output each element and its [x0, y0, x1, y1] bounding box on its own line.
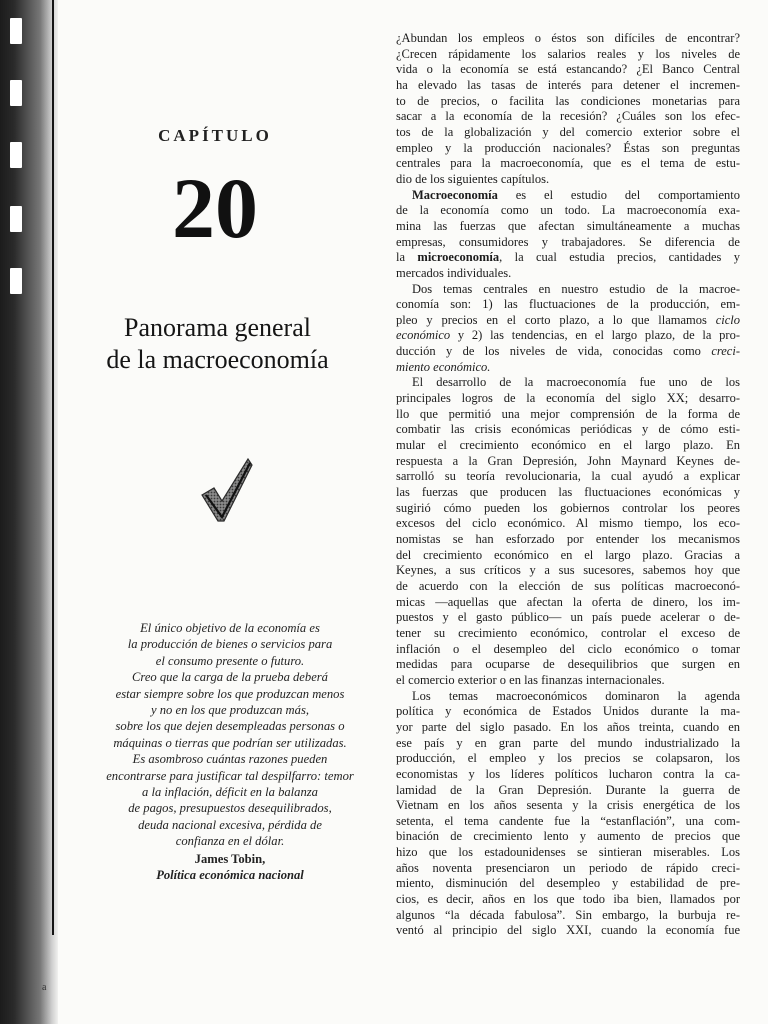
text-line: setenta, el tema candente fue la “estanflación”, una com- — [396, 813, 740, 828]
epigraph-source: Política económica nacional — [156, 868, 304, 882]
text-line: producción, el empleo y los precios se colapsaron, los — [396, 751, 740, 766]
text-line: empleo y la producción nacionales? Éstas son preguntas — [396, 140, 740, 155]
chapter-number: 20 — [172, 160, 258, 256]
text-fragment: y 2) las tendencias, en el largo plazo, de la pro- — [450, 328, 740, 343]
text-line: principales logros de la economía del siglo XX; desarro- — [396, 391, 740, 406]
paragraph — [396, 689, 740, 940]
text-line: excesos del ciclo económico. Al mismo tiempo, los eco- — [396, 516, 740, 531]
text-line: miento, disminución del desempleo y estabilidad de pre- — [396, 876, 740, 891]
text-line: empresas, consumidores y trabajadores. Se diferencia de — [396, 234, 740, 249]
paragraph — [396, 31, 740, 188]
text-line: El desarrollo de la macroeconomía fue uno de los — [412, 375, 740, 390]
text-line: combatir las crisis económicas periódicas y de cómo esti- — [396, 422, 740, 437]
text-line: ese país y en gran parte del mundo industrializado la — [396, 735, 740, 750]
text-line: puestos y el gasto público— un país puede acelerar o de- — [396, 610, 740, 625]
epigraph-line: Creo que la carga de la prueba deberá — [132, 670, 328, 685]
text-line: hizo que los estadounidenses se sintieran miserables. Los — [396, 845, 740, 860]
text-line: binación de crecimiento lento y aumento de precios que — [396, 829, 740, 844]
book-spine — [0, 0, 58, 1024]
text-line: micas —aquellas que afectan la oferta de dinero, los im- — [396, 594, 740, 609]
text-line: las fuerzas que producen las fluctuaciones económicas y — [396, 485, 740, 500]
text-line: Los temas macroeconómicos dominaron la agenda — [412, 688, 740, 703]
text-line: política y económica de Estados Unidos durante la ma- — [396, 704, 740, 719]
binding-hole — [10, 80, 22, 106]
epigraph-line: el consumo presente o futuro. — [155, 653, 305, 668]
text-line: años noventa presenciaron un periodo de rápido creci- — [396, 860, 740, 875]
text-line: sugirió cómo pueden los gobiernos controlar los peores — [396, 500, 740, 515]
epigraph-author: James Tobin, — [194, 852, 266, 866]
text-line: dio de los siguientes capítulos. — [396, 171, 550, 186]
text-line: lamidad de la Gran Depresión. Durante la guerra de — [396, 782, 740, 797]
text-line: tener su crecimiento económico, controlar el exceso de — [396, 625, 740, 640]
binding-hole — [10, 268, 22, 294]
text-line: cios, es decir, años en los que todo iba bien, llamados por — [396, 892, 740, 907]
text-line: de acuerdo con la elección de sus políticas macroeconó- — [396, 578, 740, 593]
text-line — [396, 188, 740, 204]
text-line — [396, 313, 740, 329]
text-line: sarrolló su teoría revolucionaria, la cual ayudó a explicar — [396, 469, 740, 484]
text-line: conomía son: 1) las fluctuaciones de la producción, em- — [396, 297, 740, 312]
text-line: medidas para ocuparse de desequilibrios que surgen en — [396, 657, 740, 672]
body-text-column — [396, 31, 740, 939]
binding-hole — [10, 18, 22, 44]
epigraph-line: El único objetivo de la economía es — [140, 621, 320, 635]
paragraph — [396, 282, 740, 376]
text-line: de la economía como un todo. La macroeconomía exa- — [396, 203, 740, 218]
epigraph-line: y no en los que produzcan más, — [151, 703, 309, 718]
binding-hole — [10, 206, 22, 232]
text-line — [396, 250, 740, 266]
text-line: ha elevado las tasas de interés para detener el incremen- — [396, 77, 740, 92]
binding-hole — [10, 142, 22, 168]
epigraph-line: de pagos, presupuestos desequilibrados, — [128, 801, 332, 816]
italic-term: miento económico. — [396, 359, 491, 374]
text-fragment: pleo y precios en el corto plazo, a lo que llamamos — [396, 312, 716, 327]
margin-mark: a — [42, 982, 47, 993]
text-line: mina las fuerzas que afectan simultáneamente a muchas — [396, 218, 740, 233]
text-fragment: ducción y de los niveles de vida, conocidas como — [396, 344, 712, 359]
italic-term: ciclo — [715, 312, 740, 327]
text-line: respuesta a la Gran Depresión, John Maynard Keynes de- — [396, 453, 740, 468]
text-line: Keynes, a sus críticos y a sus sucesores, sabemos hoy que — [396, 563, 740, 578]
text-line: yor parte del siglo pasado. En los años treinta, cuando en — [396, 719, 740, 734]
paragraph — [396, 375, 740, 688]
epigraph-line: estar siempre sobre los que produzcan menos — [115, 686, 345, 701]
text-line: ¿Abundan los empleos o éstos son difíciles de encontrar? — [396, 31, 740, 45]
epigraph-line: deuda nacional excesiva, pérdida de — [138, 817, 322, 832]
chapter-title-line: Panorama general — [124, 313, 311, 342]
text-line: Vietnam en los años sesenta y la crisis energética de los — [396, 798, 740, 813]
chapter-title-line: de la macroeconomía — [106, 345, 329, 374]
text-line: del crecimiento económico en el largo plazo. Gracias a — [396, 547, 740, 562]
checkmark-arrow-icon — [198, 455, 260, 527]
text-line: inflación o el desempleo del ciclo económico o tomar — [396, 641, 740, 656]
text-line: Dos temas centrales en nuestro estudio de la macroe- — [412, 281, 740, 296]
text-line — [396, 328, 740, 344]
text-line: nomistas se han esforzado por entender los mecanismos — [396, 532, 740, 546]
text-line: ventó al principio del siglo XXI, cuando la economía fue — [396, 923, 740, 938]
text-line: economistas y los líderes políticos lucharon contra la ca- — [396, 766, 740, 781]
text-line: algunos “la década fabulosa”. Sin embargo, la burbuja re- — [396, 907, 740, 922]
text-line: ¿Crecen rápidamente los salarios reales y los niveles de — [396, 46, 740, 61]
epigraph-line: confianza en el dólar. — [175, 834, 285, 849]
text-fragment: es el estudio del comportamiento — [497, 187, 740, 202]
key-term: Macroeconomía — [412, 187, 498, 202]
key-term: microeconomía — [417, 250, 500, 265]
epigraph-line: sobre los que dejen desempleadas personas o — [115, 719, 345, 734]
text-line — [396, 360, 740, 376]
epigraph-line: encontrarse para justificar tal despilfarro: temor — [106, 768, 354, 783]
text-line: to de precios, o facilita las condiciones monetarias para — [396, 93, 740, 108]
epigraph-line: a la inflación, déficit en la balanza — [142, 785, 318, 800]
epigraph-quote — [90, 620, 370, 850]
text-line — [396, 344, 740, 360]
chapter-title — [80, 312, 355, 376]
text-line: mercados individuales. — [396, 265, 512, 280]
text-line: vida o la economía se está estancando? ¿El Banco Central — [396, 62, 740, 77]
epigraph-line: Es asombroso cuántas razones pueden — [132, 752, 328, 767]
chapter-label: CAPÍTULO — [158, 126, 272, 145]
text-fragment: , la cual estudia precios, cantidades y — [499, 250, 740, 265]
epigraph-line: la producción de bienes o servicios para — [127, 637, 333, 652]
text-line: llo que permitió una mejor comprensión de la forma de — [396, 406, 740, 421]
text-line: mular el crecimiento económico en el largo plazo. En — [396, 438, 740, 453]
italic-term: creci- — [711, 344, 740, 359]
gutter-line — [52, 0, 54, 935]
text-line: tos de la globalización y del comercio exterior sobre el — [396, 124, 740, 139]
italic-term: económico — [396, 328, 451, 343]
epigraph-line: máquinas o tierras que podrían ser utilizadas. — [113, 735, 347, 750]
text-line: sacar a la economía de la recesión? ¿Cuáles son los efec- — [396, 109, 740, 124]
paragraph — [396, 188, 740, 282]
text-line: centrales para la macroeconomía, que es el tema de estu- — [396, 156, 740, 171]
text-line: el comercio exterior o en las finanzas internacionales. — [396, 672, 665, 687]
text-fragment: la — [396, 250, 418, 265]
